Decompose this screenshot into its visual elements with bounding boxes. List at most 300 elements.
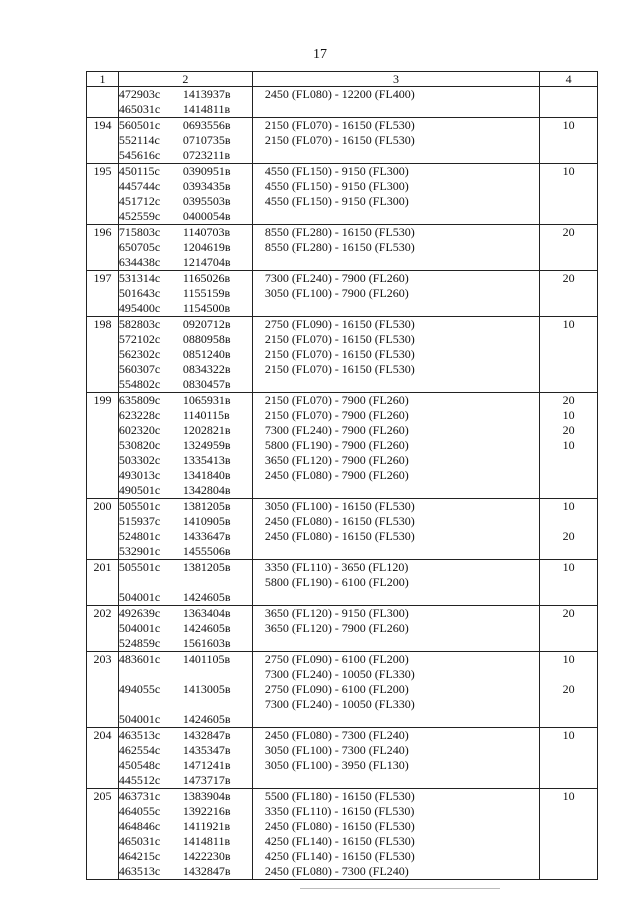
flight-levels [252,393,539,499]
latitude: 504001c [118,621,161,635]
point-line [119,606,252,621]
flight-levels [252,652,539,728]
value-column [540,87,598,118]
value-column [540,606,598,652]
longitude: 0834322в [182,362,231,376]
value [540,240,597,255]
value: 10 [562,408,575,422]
table-row [87,499,598,560]
longitude: 0390951в [182,164,231,178]
latitude: 450548c [118,758,161,772]
value: 10 [562,652,575,666]
value [540,194,597,209]
route-points [118,225,252,271]
level-range: 2450 (FL080) - 7300 (FL240) [264,864,409,878]
value: 10 [562,118,575,132]
longitude: 1214704в [182,255,231,269]
route-points [118,317,252,393]
latitude: 531314c [118,271,161,285]
longitude: 1414811в [182,102,231,116]
longitude: 1204619в [182,240,231,254]
value [540,804,597,819]
value [540,133,597,148]
longitude: 1065931в [182,393,231,407]
level-range: 2750 (FL090) - 6100 (FL200) [264,652,409,666]
level-range: 5800 (FL190) - 7900 (FL260) [264,438,409,452]
value [540,834,597,849]
point-line [119,712,252,727]
longitude: 1363404в [182,606,231,620]
value [540,590,597,605]
level-range: 3650 (FL120) - 9150 (FL300) [264,606,409,620]
longitude: 0693556в [182,118,231,132]
latitude: 505501c [118,560,161,574]
point-line [119,849,252,864]
point-line [119,590,252,605]
point-line [119,362,252,377]
longitude: 0830457в [182,377,231,391]
route-number [87,87,119,118]
route-points [118,499,252,560]
value-column [540,164,598,225]
longitude: 1433647в [182,529,231,543]
point-line [119,317,252,332]
value [540,849,597,864]
point-line [119,301,252,316]
value [540,758,597,773]
longitude: 1335413в [182,453,231,467]
route-number: 201 [87,560,119,606]
level-range: 2450 (FL080) - 16150 (FL530) [264,514,415,528]
level-range [253,712,539,727]
point-line [119,743,252,758]
value: 20 [562,529,575,543]
point-line [119,377,252,392]
value: 10 [562,164,575,178]
level-range: 2450 (FL080) - 12200 (FL400) [264,87,415,101]
longitude: 1342804в [182,483,231,497]
value-column [540,225,598,271]
flight-levels [252,225,539,271]
value [540,483,597,498]
longitude: 1410905в [182,514,231,528]
point-line [119,148,252,163]
table-row [87,164,598,225]
value-column [540,789,598,880]
point-line [119,621,252,636]
route-points [118,164,252,225]
footer-rule [300,888,500,889]
value: 10 [562,499,575,513]
point-line [119,194,252,209]
value [540,621,597,636]
level-range: 3350 (FL110) - 16150 (FL530) [264,804,415,818]
longitude: 0851240в [182,347,231,361]
latitude: 515937c [118,514,161,528]
value [540,377,597,392]
value-column [540,118,598,164]
longitude: 1471241в [182,758,231,772]
table-row [87,317,598,393]
point-line [119,728,252,743]
longitude: 1154500в [182,301,231,315]
level-range: 4250 (FL140) - 16150 (FL530) [264,849,415,863]
point-line [119,438,252,453]
value: 10 [562,560,575,574]
point-line [119,179,252,194]
longitude: 1561603в [182,636,231,650]
value [540,636,597,651]
point-line [119,87,252,102]
level-range: 4550 (FL150) - 9150 (FL300) [264,164,409,178]
point-line [119,209,252,224]
point-line [119,819,252,834]
longitude: 1341840в [182,468,231,482]
point-line [119,118,252,133]
longitude: 1381205в [182,560,231,574]
value [540,697,597,712]
level-range: 2150 (FL070) - 16150 (FL530) [264,118,415,132]
level-range [253,377,539,392]
route-points [118,789,252,880]
longitude: 1140115в [182,408,230,422]
latitude: 465031c [118,834,161,848]
longitude: 1381205в [182,499,231,513]
latitude: 472903c [118,87,161,101]
latitude: 505501c [118,499,161,513]
level-range: 5500 (FL180) - 16150 (FL530) [264,789,415,803]
route-number: 202 [87,606,119,652]
latitude: 602320c [118,423,161,437]
level-range: 8550 (FL280) - 16150 (FL530) [264,225,415,239]
value [540,286,597,301]
value [540,575,597,590]
level-range: 2750 (FL090) - 16150 (FL530) [264,317,415,331]
longitude: 0400054в [182,209,231,223]
latitude: 445744c [118,179,161,193]
level-range: 7300 (FL240) - 10050 (FL330) [264,667,415,681]
value [540,773,597,788]
point-line [119,514,252,529]
latitude: 634438c [118,255,161,269]
table-row [87,271,598,317]
level-range: 2150 (FL070) - 7900 (FL260) [264,393,409,407]
longitude: 1432847в [182,728,231,742]
point-line [119,271,252,286]
level-range [253,544,539,559]
table-row [87,652,598,728]
latitude: 504001c [118,712,161,726]
level-range: 3050 (FL100) - 3950 (FL130) [264,758,409,772]
table-body [87,87,598,880]
latitude: 463513c [118,864,161,878]
point-line [119,804,252,819]
point-line [119,423,252,438]
route-points [118,560,252,606]
level-range: 4550 (FL150) - 9150 (FL300) [264,179,409,193]
latitude: 562302c [118,347,161,361]
level-range: 2450 (FL080) - 16150 (FL530) [264,529,415,543]
value-column [540,393,598,499]
flight-levels [252,789,539,880]
level-range: 2150 (FL070) - 7900 (FL260) [264,408,409,422]
route-number: 203 [87,652,119,728]
route-number: 205 [87,789,119,880]
point-line [119,499,252,514]
value [540,667,597,682]
longitude: 1432847в [182,864,231,878]
route-number: 195 [87,164,119,225]
level-range: 3050 (FL100) - 7300 (FL240) [264,743,409,757]
point-line [119,773,252,788]
header-col-4: 4 [540,72,598,87]
level-range [253,636,539,651]
value: 10 [562,438,575,452]
latitude: 635809c [118,393,161,407]
level-range: 2150 (FL070) - 16150 (FL530) [264,347,415,361]
longitude: 1202821в [182,423,231,437]
route-number: 204 [87,728,119,789]
point-line [119,255,252,270]
latitude: 464846c [118,819,161,833]
longitude: 0393435в [182,179,231,193]
point-line [119,652,252,667]
latitude: 464215c [118,849,161,863]
value [540,514,597,529]
value [540,468,597,483]
point-line [119,529,252,544]
value-column [540,271,598,317]
value [540,544,597,559]
route-number: 194 [87,118,119,164]
route-points [118,393,252,499]
value [540,453,597,468]
value: 20 [562,606,575,620]
level-range: 5800 (FL190) - 6100 (FL200) [264,575,409,589]
page-number: 17 [313,47,327,62]
longitude: 1455506в [182,544,231,558]
value [540,819,597,834]
table-row [87,560,598,606]
flight-levels [252,499,539,560]
point-line [119,834,252,849]
flight-levels [252,560,539,606]
longitude: 0880958в [182,332,231,346]
route-points [118,652,252,728]
route-points [118,728,252,789]
value: 20 [562,271,575,285]
table-row [87,118,598,164]
level-range: 2150 (FL070) - 16150 (FL530) [264,133,415,147]
longitude: 1413005в [182,682,231,696]
level-range: 7300 (FL240) - 7900 (FL260) [264,271,409,285]
value [540,743,597,758]
point-line [119,544,252,559]
longitude: 0710735в [182,133,231,147]
level-range: 4550 (FL150) - 9150 (FL300) [264,194,409,208]
point-line [119,240,252,255]
value [540,87,597,102]
flight-levels [252,87,539,118]
value [540,102,597,117]
point-line [119,667,252,682]
point-line [119,393,252,408]
latitude: 495400c [118,301,161,315]
value [540,179,597,194]
flight-levels [252,271,539,317]
table-row [87,87,598,118]
value [540,864,597,879]
point-line [119,560,252,575]
flight-levels [252,118,539,164]
latitude: 483601c [118,652,161,666]
route-number: 199 [87,393,119,499]
longitude: 0920712в [182,317,231,331]
latitude: 524801c [118,529,161,543]
table-row [87,606,598,652]
value: 20 [562,225,575,239]
value: 20 [562,423,575,437]
table-row [87,728,598,789]
level-range: 2150 (FL070) - 16150 (FL530) [264,362,415,376]
value-column [540,652,598,728]
route-number: 197 [87,271,119,317]
longitude: 1411921в [182,819,231,833]
point-line [119,332,252,347]
longitude: 0395503в [182,194,231,208]
latitude: 545616c [118,148,161,162]
latitude: 532901c [118,544,161,558]
header-col-2: 2 [118,72,252,87]
level-range [253,102,539,117]
latitude: 623228c [118,408,161,422]
level-range: 3050 (FL100) - 16150 (FL530) [264,499,415,513]
value-column [540,560,598,606]
route-table [86,71,598,880]
value: 20 [562,393,575,407]
value-column [540,728,598,789]
value-column [540,499,598,560]
point-line [119,636,252,651]
value-column [540,317,598,393]
level-range [253,773,539,788]
latitude: 493013c [118,468,161,482]
level-range [253,255,539,270]
latitude: 462554c [118,743,161,757]
point-line [119,468,252,483]
longitude: 1473717в [182,773,231,787]
value [540,712,597,727]
point-line [119,286,252,301]
point-line [119,575,252,590]
level-range: 2450 (FL080) - 7300 (FL240) [264,728,409,742]
point-line [119,697,252,712]
longitude: 1140703в [182,225,231,239]
longitude: 1414811в [182,834,231,848]
level-range [253,301,539,316]
level-range [253,590,539,605]
value [540,301,597,316]
flight-levels [252,728,539,789]
latitude: 554802c [118,377,161,391]
level-range: 7300 (FL240) - 10050 (FL330) [264,697,415,711]
point-line [119,133,252,148]
level-range: 8550 (FL280) - 16150 (FL530) [264,240,415,254]
latitude: 715803c [118,225,161,239]
latitude: 572102c [118,332,161,346]
latitude: 463731c [118,789,161,803]
latitude: 452559c [118,209,161,223]
header-col-3: 3 [252,72,539,87]
point-line [119,864,252,879]
latitude: 490501c [118,483,161,497]
latitude: 464055c [118,804,161,818]
latitude: 501643c [118,286,161,300]
level-range: 4250 (FL140) - 16150 (FL530) [264,834,415,848]
latitude: 503302c [118,453,161,467]
level-range [253,209,539,224]
route-number: 198 [87,317,119,393]
level-range: 2750 (FL090) - 6100 (FL200) [264,682,409,696]
longitude: 1401105в [182,652,231,666]
latitude: 494055c [118,682,161,696]
flight-levels [252,317,539,393]
longitude: 1155159в [182,286,231,300]
point-line [119,789,252,804]
route-number: 200 [87,499,119,560]
table-row [87,789,598,880]
level-range: 2450 (FL080) - 7900 (FL260) [264,468,409,482]
latitude: 445512c [118,773,161,787]
level-range: 3650 (FL120) - 7900 (FL260) [264,621,409,635]
value: 10 [562,789,575,803]
longitude: 1424605в [182,712,231,726]
latitude: 524859c [118,636,161,650]
point-line [119,225,252,240]
longitude: 1324959в [182,438,231,452]
latitude: 504001c [118,590,161,604]
point-line [119,453,252,468]
level-range: 2150 (FL070) - 16150 (FL530) [264,332,415,346]
route-number: 196 [87,225,119,271]
value [540,148,597,163]
latitude: 492639c [118,606,161,620]
longitude: 1383904в [182,789,231,803]
value [540,332,597,347]
header-col-1: 1 [87,72,119,87]
latitude: 552114c [118,133,160,147]
latitude: 450115c [118,164,160,178]
point-line [119,164,252,179]
route-points [118,271,252,317]
route-points [118,87,252,118]
point-line [119,682,252,697]
value [540,362,597,377]
value [540,347,597,362]
level-range: 3350 (FL110) - 3650 (FL120) [264,560,409,574]
point-line [119,347,252,362]
latitude: 465031c [118,102,161,116]
longitude: 0723211в [182,148,231,162]
longitude: 1422230в [182,849,231,863]
flight-levels [252,164,539,225]
value: 20 [562,682,575,696]
longitude: 1435347в [182,743,231,757]
level-range: 3650 (FL120) - 7900 (FL260) [264,453,409,467]
header-row [87,72,598,87]
table-row [87,225,598,271]
level-range [253,483,539,498]
